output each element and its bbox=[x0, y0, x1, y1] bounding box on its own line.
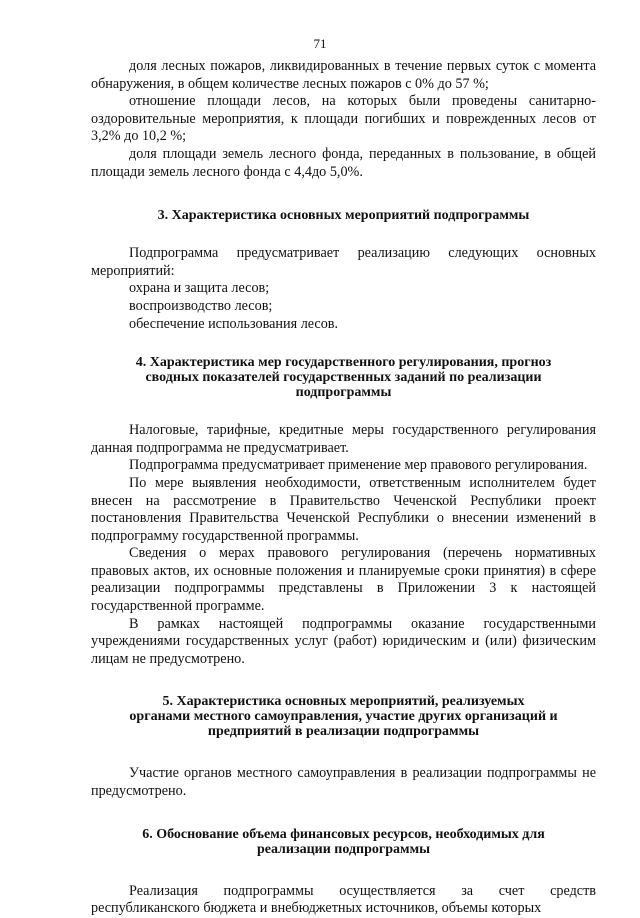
section-3-heading: 3. Характеристика основных мероприятий подпрограммы bbox=[157, 208, 530, 224]
heading-line: органами местного самоуправления, участие других организаций и bbox=[129, 709, 558, 725]
indicator-paragraph: доля площади земель лесного фонда, переданных в пользование, в общей площади земель лесного фонда с 4,4до 5,0%. bbox=[91, 145, 596, 180]
section-4-paragraph: Сведения о мерах правового регулирования (перечень нормативных правовых актов, их основные положения и планируемые сроки принятия) в сфере реализации подпрограммы представлены в Приложении 3 к настоящей государственной программе. bbox=[91, 545, 596, 615]
section-5-paragraph: Участие органов местного самоуправления в реализации подпрограммы не предусмотрено. bbox=[91, 765, 596, 800]
section-6-heading bbox=[91, 827, 596, 857]
document-body bbox=[91, 58, 596, 918]
indicator-paragraph: доля лесных пожаров, ликвидированных в течение первых суток с момента обнаружения, в общем количестве лесных пожаров с 0% до 57 %; bbox=[91, 58, 596, 92]
heading-line: 4. Характеристика мер государственного регулирования, прогноз bbox=[135, 355, 552, 371]
measure-list-item: охрана и защита лесов; bbox=[129, 280, 270, 297]
section-4-paragraph: По мере выявления необходимости, ответственным исполнителем будет внесен на рассмотрение в Правительство Чеченской Республики проект постановления Правительства Чеченской Республики о внесении изменений в подпрограмму государственной программы. bbox=[91, 474, 596, 544]
section-4-paragraph: Налоговые, тарифные, кредитные меры государственного регулирования данная подпрограмма не предусматривает. bbox=[91, 422, 596, 456]
section-3-intro: Подпрограмма предусматривает реализацию следующих основных мероприятий: bbox=[91, 245, 596, 279]
page-number: 71 bbox=[313, 36, 327, 51]
section-4-heading bbox=[91, 355, 596, 400]
heading-line: сводных показателей государственных заданий по реализации bbox=[145, 370, 542, 386]
measure-list-item: обеспечение использования лесов. bbox=[129, 315, 339, 332]
heading-line: реализации подпрограммы bbox=[256, 841, 431, 857]
section-5-heading bbox=[91, 694, 596, 739]
heading-line: 6. Обоснование объема финансовых ресурсов, необходимых для bbox=[142, 826, 545, 842]
measure-list-item: воспроизводство лесов; bbox=[129, 297, 273, 314]
heading-line: предприятий в реализации подпрограммы bbox=[207, 724, 480, 740]
heading-line: 5. Характеристика основных мероприятий, реализуемых bbox=[162, 694, 525, 710]
section-6-paragraph: Реализация подпрограммы осуществляется за счет средств республиканского бюджета и внебюджетных источников, объемы которых bbox=[91, 882, 596, 917]
section-4-paragraph: Подпрограмма предусматривает применение мер правового регулирования. bbox=[129, 457, 588, 474]
indicator-paragraph: отношение площади лесов, на которых были проведены санитарно-оздоровительные мероприятия, к площади погибших и поврежденных лесов от 3,2% до 10,2 %; bbox=[91, 93, 596, 145]
section-4-paragraph: В рамках настоящей подпрограммы оказание государственными учреждениями государственных услуг (работ) юридическим и (или) физическим лицам не предусмотрено. bbox=[91, 615, 596, 667]
heading-line: подпрограммы bbox=[295, 385, 392, 401]
